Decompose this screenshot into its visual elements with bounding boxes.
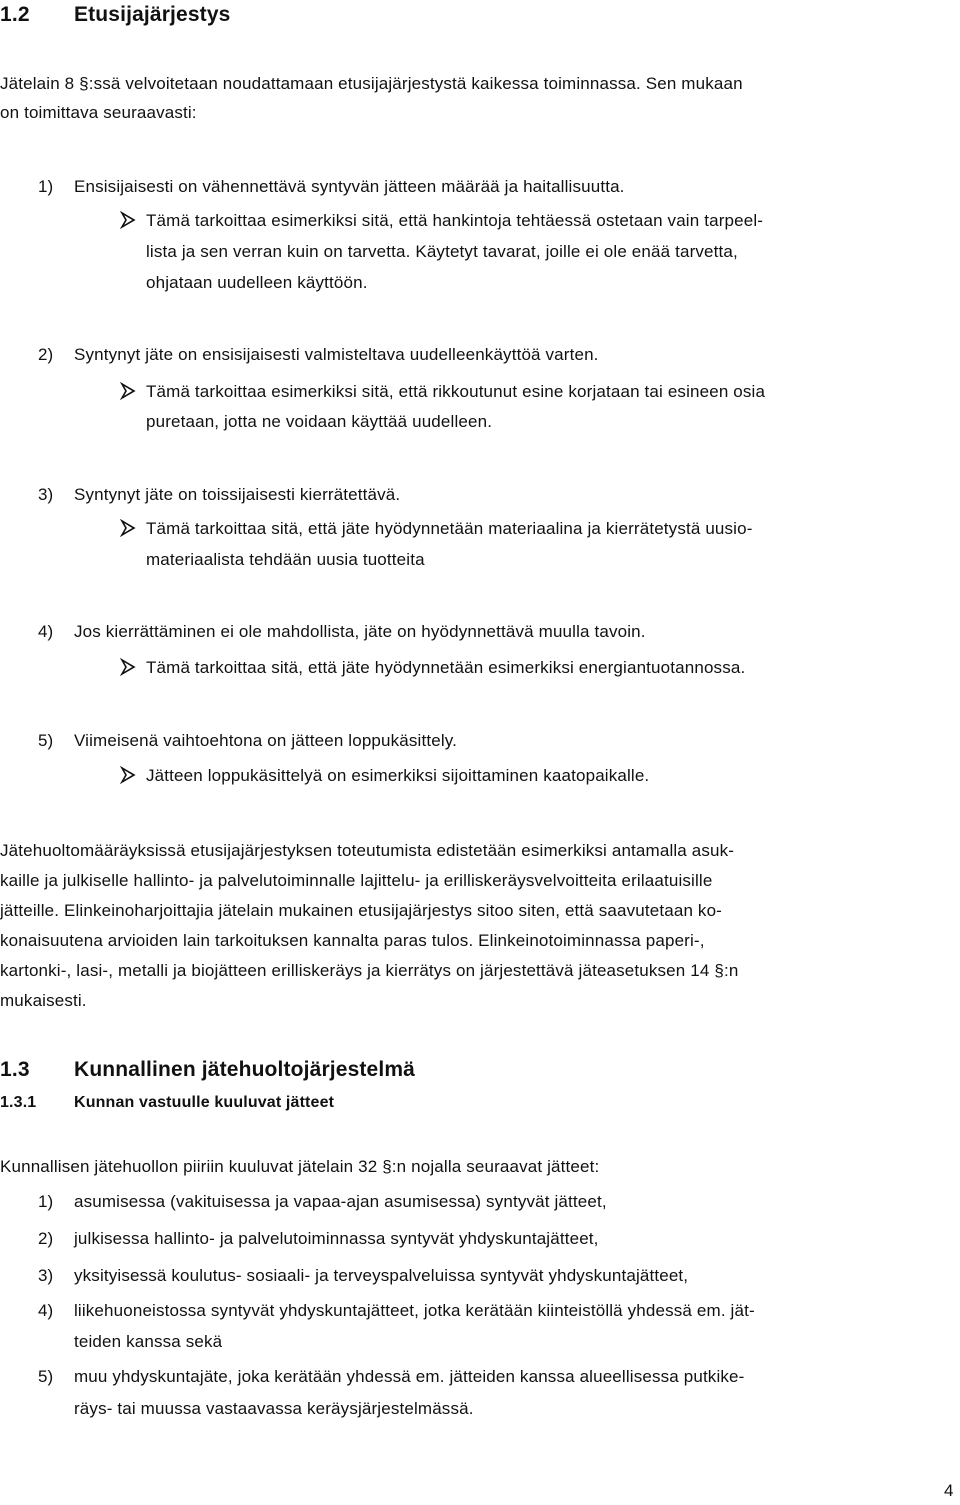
paragraph-line: Kunnallisen jätehuollon piiriin kuuluvat jätelain 32 §:n nojalla seuraavat jätteet: xyxy=(0,1157,600,1176)
list-item-text: liikehuoneistossa syntyvät yhdyskuntajätteet, jotka kerätään kiinteistöllä yhdessä em. jät- xyxy=(74,1301,755,1320)
list-number: 5) xyxy=(38,731,54,750)
list-number: 2) xyxy=(38,345,54,364)
list-item-text: Ensisijaisesti on vähennettävä syntyvän jätteen määrää ja haitallisuutta. xyxy=(74,177,625,196)
bullet-line: puretaan, jotta ne voidaan käyttää uudelleen. xyxy=(146,412,493,431)
bullet-line: Tämä tarkoittaa sitä, että jäte hyödynnetään esimerkiksi energiantuotannossa. xyxy=(146,658,746,677)
section-title: Etusijajärjestys xyxy=(74,3,231,26)
list-item-text: räys- tai muussa vastaavassa keräysjärjestelmässä. xyxy=(74,1399,474,1418)
arrowhead-bullet-icon xyxy=(120,766,136,784)
page-number: 4 xyxy=(944,1481,954,1500)
list-number: 4) xyxy=(38,1301,54,1320)
paragraph-line: kartonki-, lasi-, metalli ja biojätteen erilliskeräys ja kierrätys on järjestettävä jäteasetuksen 14 §:n xyxy=(0,961,739,980)
bullet-line: ohjataan uudelleen käyttöön. xyxy=(146,273,368,292)
bullet-line: lista ja sen verran kuin on tarvetta. Käytetyt tavarat, joille ei ole enää tarvetta, xyxy=(146,242,738,261)
bullet-line: Tämä tarkoittaa sitä, että jäte hyödynnetään materiaalina ja kierrätetystä uusio- xyxy=(146,519,753,538)
paragraph-line: on toimittava seuraavasti: xyxy=(0,103,197,122)
paragraph-line: konaisuutena arvioiden lain tarkoituksen kannalta paras tulos. Elinkeinotoiminnassa paperi-, xyxy=(0,931,705,950)
list-number: 4) xyxy=(38,622,54,641)
paragraph-line: Jätehuoltomääräyksissä etusijajärjestyksen toteutumista edistetään esimerkiksi antamalla asuk- xyxy=(0,841,735,860)
paragraph-line: Jätelain 8 §:ssä velvoitetaan noudattamaan etusijajärjestystä kaikessa toiminnassa. Sen mukaan xyxy=(0,74,743,93)
list-number: 5) xyxy=(38,1367,54,1386)
subsection-title: Kunnan vastuulle kuuluvat jätteet xyxy=(74,1094,335,1111)
list-number: 1) xyxy=(38,1192,54,1211)
list-item-text: yksityisessä koulutus- sosiaali- ja terveyspalveluissa syntyvät yhdyskuntajätteet, xyxy=(74,1266,689,1285)
list-number: 2) xyxy=(38,1229,54,1248)
list-number: 3) xyxy=(38,1266,54,1285)
bullet-line: Tämä tarkoittaa esimerkiksi sitä, että hankintoja tehtäessä ostetaan vain tarpeel- xyxy=(146,211,764,230)
list-item-text: muu yhdyskuntajäte, joka kerätään yhdessä em. jätteiden kanssa alueellisessa putkike- xyxy=(74,1367,745,1386)
list-item-text: teiden kanssa sekä xyxy=(74,1332,223,1351)
bullet-line: Jätteen loppukäsittelyä on esimerkiksi sijoittaminen kaatopaikalle. xyxy=(146,766,650,785)
list-number: 3) xyxy=(38,485,54,504)
list-item-text: asumisessa (vakituisessa ja vapaa-ajan asumisessa) syntyvät jätteet, xyxy=(74,1192,607,1211)
bullet-line: Tämä tarkoittaa esimerkiksi sitä, että rikkoutunut esine korjataan tai esineen osia xyxy=(146,382,766,401)
section-number: 1.2 xyxy=(0,3,30,26)
section-number: 1.3 xyxy=(0,1058,30,1081)
section-title: Kunnallinen jätehuoltojärjestelmä xyxy=(74,1058,416,1081)
list-item-text: Jos kierrättäminen ei ole mahdollista, jäte on hyödynnettävä muulla tavoin. xyxy=(74,622,646,641)
subsection-number: 1.3.1 xyxy=(0,1094,37,1111)
arrowhead-bullet-icon xyxy=(120,382,136,400)
bullet-line: materiaalista tehdään uusia tuotteita xyxy=(146,550,425,569)
arrowhead-bullet-icon xyxy=(120,658,136,676)
paragraph-line: jätteille. Elinkeinoharjoittajia jätelain mukainen etusijajärjestys sitoo siten, että saavutetaan ko- xyxy=(0,901,722,920)
list-number: 1) xyxy=(38,177,54,196)
list-item-text: Syntynyt jäte on ensisijaisesti valmisteltava uudelleenkäyttöä varten. xyxy=(74,345,599,364)
paragraph-line: mukaisesti. xyxy=(0,991,87,1010)
arrowhead-bullet-icon xyxy=(120,519,136,537)
arrowhead-bullet-icon xyxy=(120,211,136,229)
list-item-text: julkisessa hallinto- ja palvelutoiminnassa syntyvät yhdyskuntajätteet, xyxy=(74,1229,599,1248)
list-item-text: Syntynyt jäte on toissijaisesti kierrätettävä. xyxy=(74,485,401,504)
paragraph-line: kaille ja julkiselle hallinto- ja palvelutoiminnalle lajittelu- ja erilliskeräysvelvoitteita erilaatuisille xyxy=(0,871,713,890)
list-item-text: Viimeisenä vaihtoehtona on jätteen loppukäsittely. xyxy=(74,731,458,750)
